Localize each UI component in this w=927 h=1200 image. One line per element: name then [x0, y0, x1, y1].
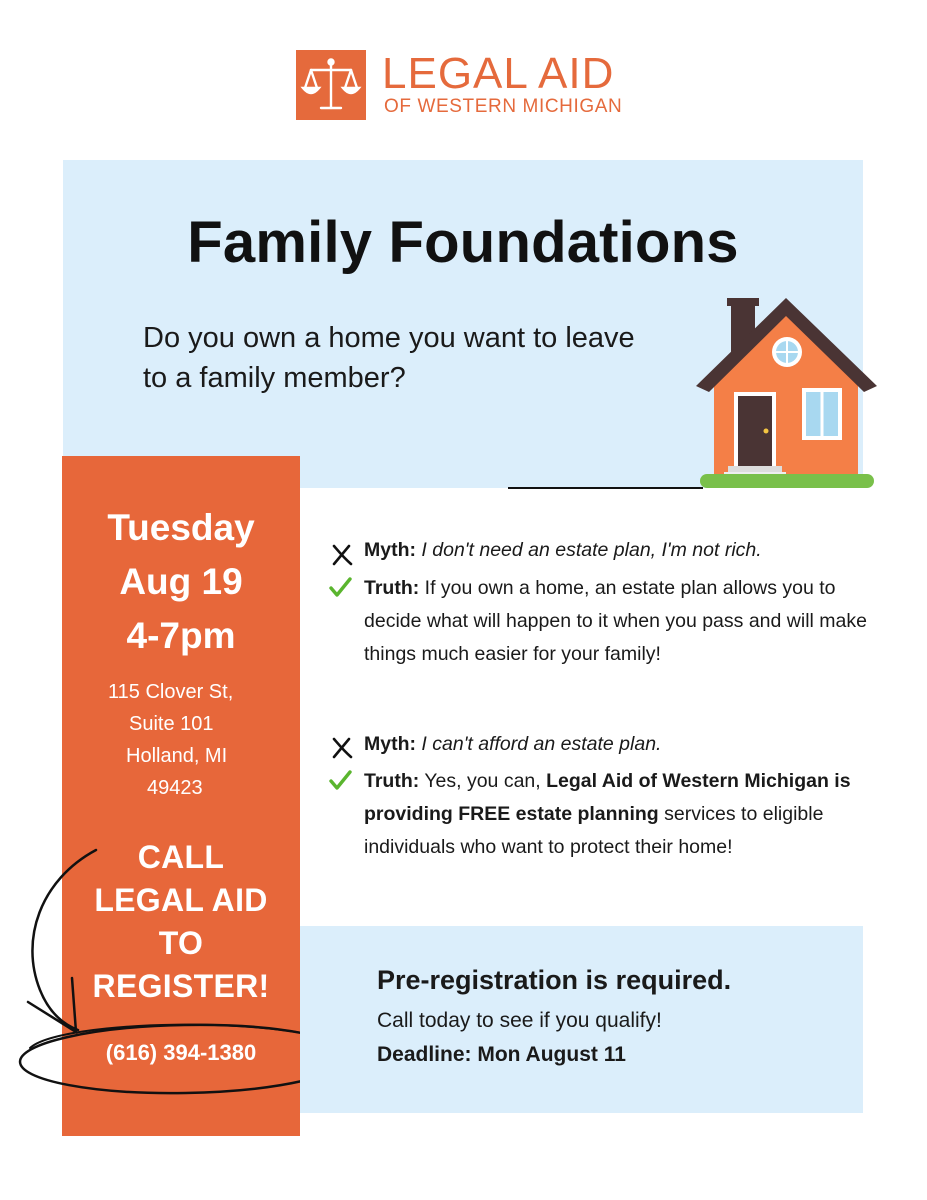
hero-question: Do you own a home you want to leave to a family member? [143, 322, 635, 394]
scales-of-justice-icon [296, 50, 366, 120]
truth-rest: services to eligible individuals who want to protect their home! [364, 803, 824, 858]
logo-title: LEGAL AID [382, 49, 615, 98]
address-line: 115 Clover St, [108, 681, 234, 703]
myth-label: Myth: [364, 733, 416, 755]
registration-heading: Pre-registration is required. [377, 965, 732, 995]
myth-text: I can't afford an estate plan. [421, 733, 662, 755]
call-to-action-line: TO [158, 925, 204, 961]
myth-1 [364, 534, 762, 567]
address-line: 49423 [147, 777, 203, 799]
x-mark-icon [330, 736, 354, 760]
address-line: Holland, MI [126, 745, 228, 767]
call-to-action-line: REGISTER! [92, 968, 270, 1004]
divider [508, 487, 703, 489]
truth-highlight: Legal Aid of Western Michigan is providing FREE estate planning [364, 770, 851, 825]
myth-text: I don't need an estate plan, I'm not rich. [421, 539, 762, 561]
phone-number[interactable]: (616) 394-1380 [105, 1040, 257, 1065]
truth-label: Truth: [364, 770, 420, 792]
event-time: 4-7pm [126, 615, 236, 656]
truth-text: If you own a home, an estate plan allows you to decide what will happen to it when you pass and will make things much easier for your family! [364, 577, 867, 665]
registration-call: Call today to see if you qualify! [377, 1009, 662, 1032]
x-mark-icon [330, 543, 354, 567]
event-date: Aug 19 [119, 561, 243, 602]
logo-mark [296, 50, 366, 120]
registration-deadline: Deadline: Mon August 11 [377, 1043, 626, 1066]
call-to-action-line: LEGAL AID [94, 882, 268, 918]
truth-1 [364, 572, 876, 671]
event-day: Tuesday [107, 507, 255, 548]
logo-subtitle: OF WESTERN MICHIGAN [384, 96, 623, 117]
truth-text: Yes, you can, [424, 770, 541, 792]
myth-2 [364, 728, 661, 761]
myth-label: Myth: [364, 539, 416, 561]
check-mark-icon [328, 575, 352, 599]
check-mark-icon [328, 768, 352, 792]
page-title: Family Foundations [187, 210, 739, 275]
truth-label: Truth: [364, 577, 420, 599]
call-to-action-line: CALL [137, 839, 225, 875]
house-icon [694, 296, 879, 491]
truth-2 [364, 765, 869, 864]
address-line: Suite 101 [129, 713, 214, 735]
